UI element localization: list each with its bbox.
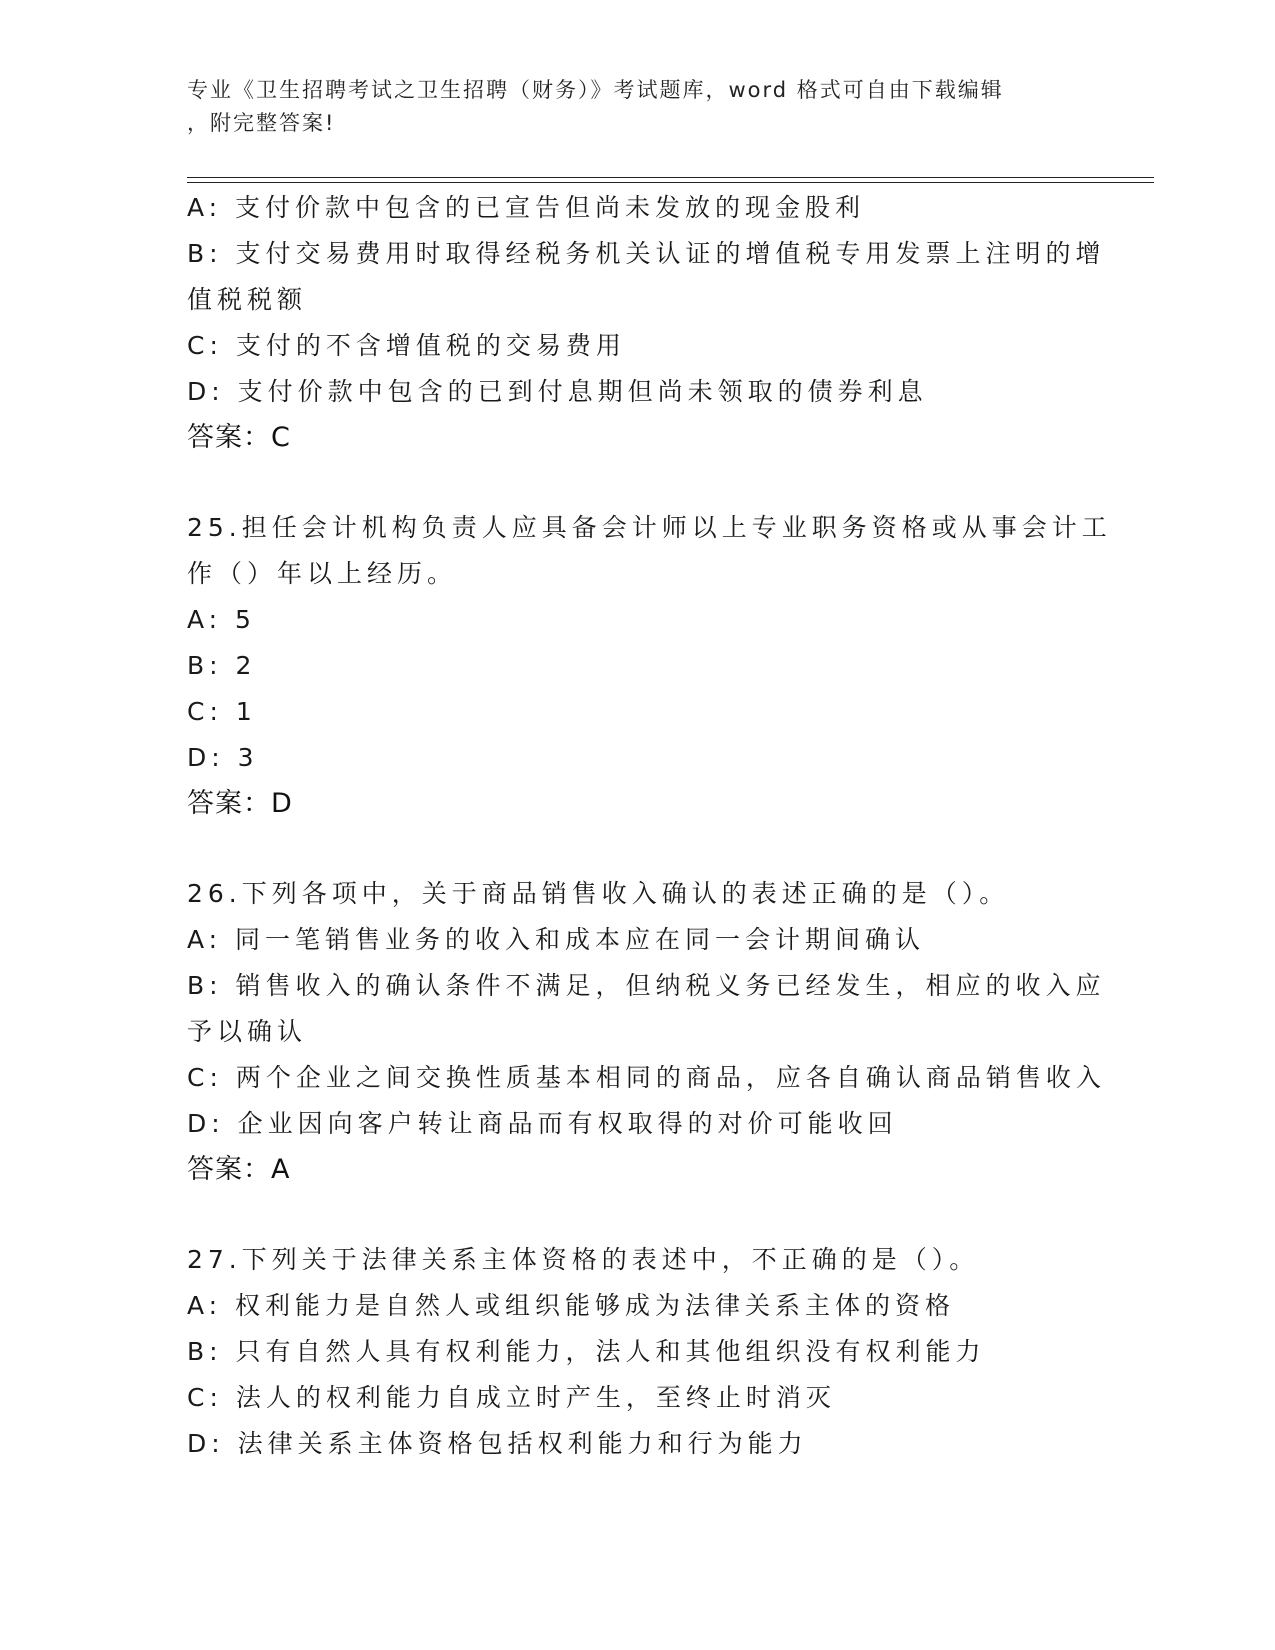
- option-d: D: 支付价款中包含的已到付息期但尚未领取的债券利息: [187, 377, 928, 406]
- spacer: [187, 461, 1087, 505]
- question-text-continued: 作（）年以上经历。: [187, 559, 458, 588]
- option-b: B: 只有自然人具有权利能力，法人和其他组织没有权利能力: [187, 1337, 986, 1366]
- option-a: A: 支付价款中包含的已宣告但尚未发放的现金股利: [187, 193, 866, 222]
- question-text: 27.下列关于法律关系主体资格的表述中，不正确的是（）。: [187, 1245, 980, 1274]
- question-text: 25.担任会计机构负责人应具备会计师以上专业职务资格或从事会计工: [187, 513, 1112, 542]
- document-body: [187, 185, 1112, 1467]
- header-rule-bottom: [187, 182, 1154, 183]
- option-b: B: 2: [187, 651, 257, 680]
- spacer: [187, 827, 1087, 871]
- option-c: C: 法人的权利能力自成立时产生，至终止时消灭: [187, 1383, 836, 1412]
- option-b-continued: 予以确认: [187, 1017, 308, 1046]
- option-b: B: 支付交易费用时取得经税务机关认证的增值税专用发票上注明的增: [187, 239, 1106, 268]
- option-c: C: 1: [187, 697, 257, 726]
- option-a: A: 权利能力是自然人或组织能够成为法律关系主体的资格: [187, 1291, 956, 1320]
- question-24-block: [187, 185, 1106, 461]
- option-d: D: 法律关系主体资格包括权利能力和行为能力: [187, 1429, 808, 1458]
- question-27-block: [187, 1237, 1087, 1467]
- spacer: [187, 1193, 1087, 1237]
- question-text: 26.下列各项中，关于商品销售收入确认的表述正确的是（）。: [187, 879, 1010, 908]
- option-c: C: 支付的不含增值税的交易费用: [187, 331, 626, 360]
- option-c: C: 两个企业之间交换性质基本相同的商品，应各自确认商品销售收入: [187, 1063, 1106, 1092]
- option-b: B: 销售收入的确认条件不满足，但纳税义务已经发生，相应的收入应: [187, 971, 1106, 1000]
- document-header: [187, 74, 1087, 140]
- option-d: D: 企业因向客户转让商品而有权取得的对价可能收回: [187, 1109, 898, 1138]
- question-26-block: [187, 871, 1106, 1193]
- header-line-1: 专业《卫生招聘考试之卫生招聘（财务）》考试题库，word 格式可自由下载编辑: [187, 78, 1004, 102]
- answer-label: 答案：A: [187, 1154, 291, 1185]
- option-b-continued: 值税税额: [187, 285, 308, 314]
- answer-label: 答案：D: [187, 788, 293, 819]
- header-rule-top: [187, 177, 1154, 178]
- question-25-block: [187, 505, 1112, 827]
- option-d: D: 3: [187, 743, 259, 772]
- option-a: A: 同一笔销售业务的收入和成本应在同一会计期间确认: [187, 925, 926, 954]
- option-a: A: 5: [187, 605, 256, 634]
- header-line-2: ，附完整答案!: [187, 111, 336, 135]
- answer-label: 答案：C: [187, 422, 291, 453]
